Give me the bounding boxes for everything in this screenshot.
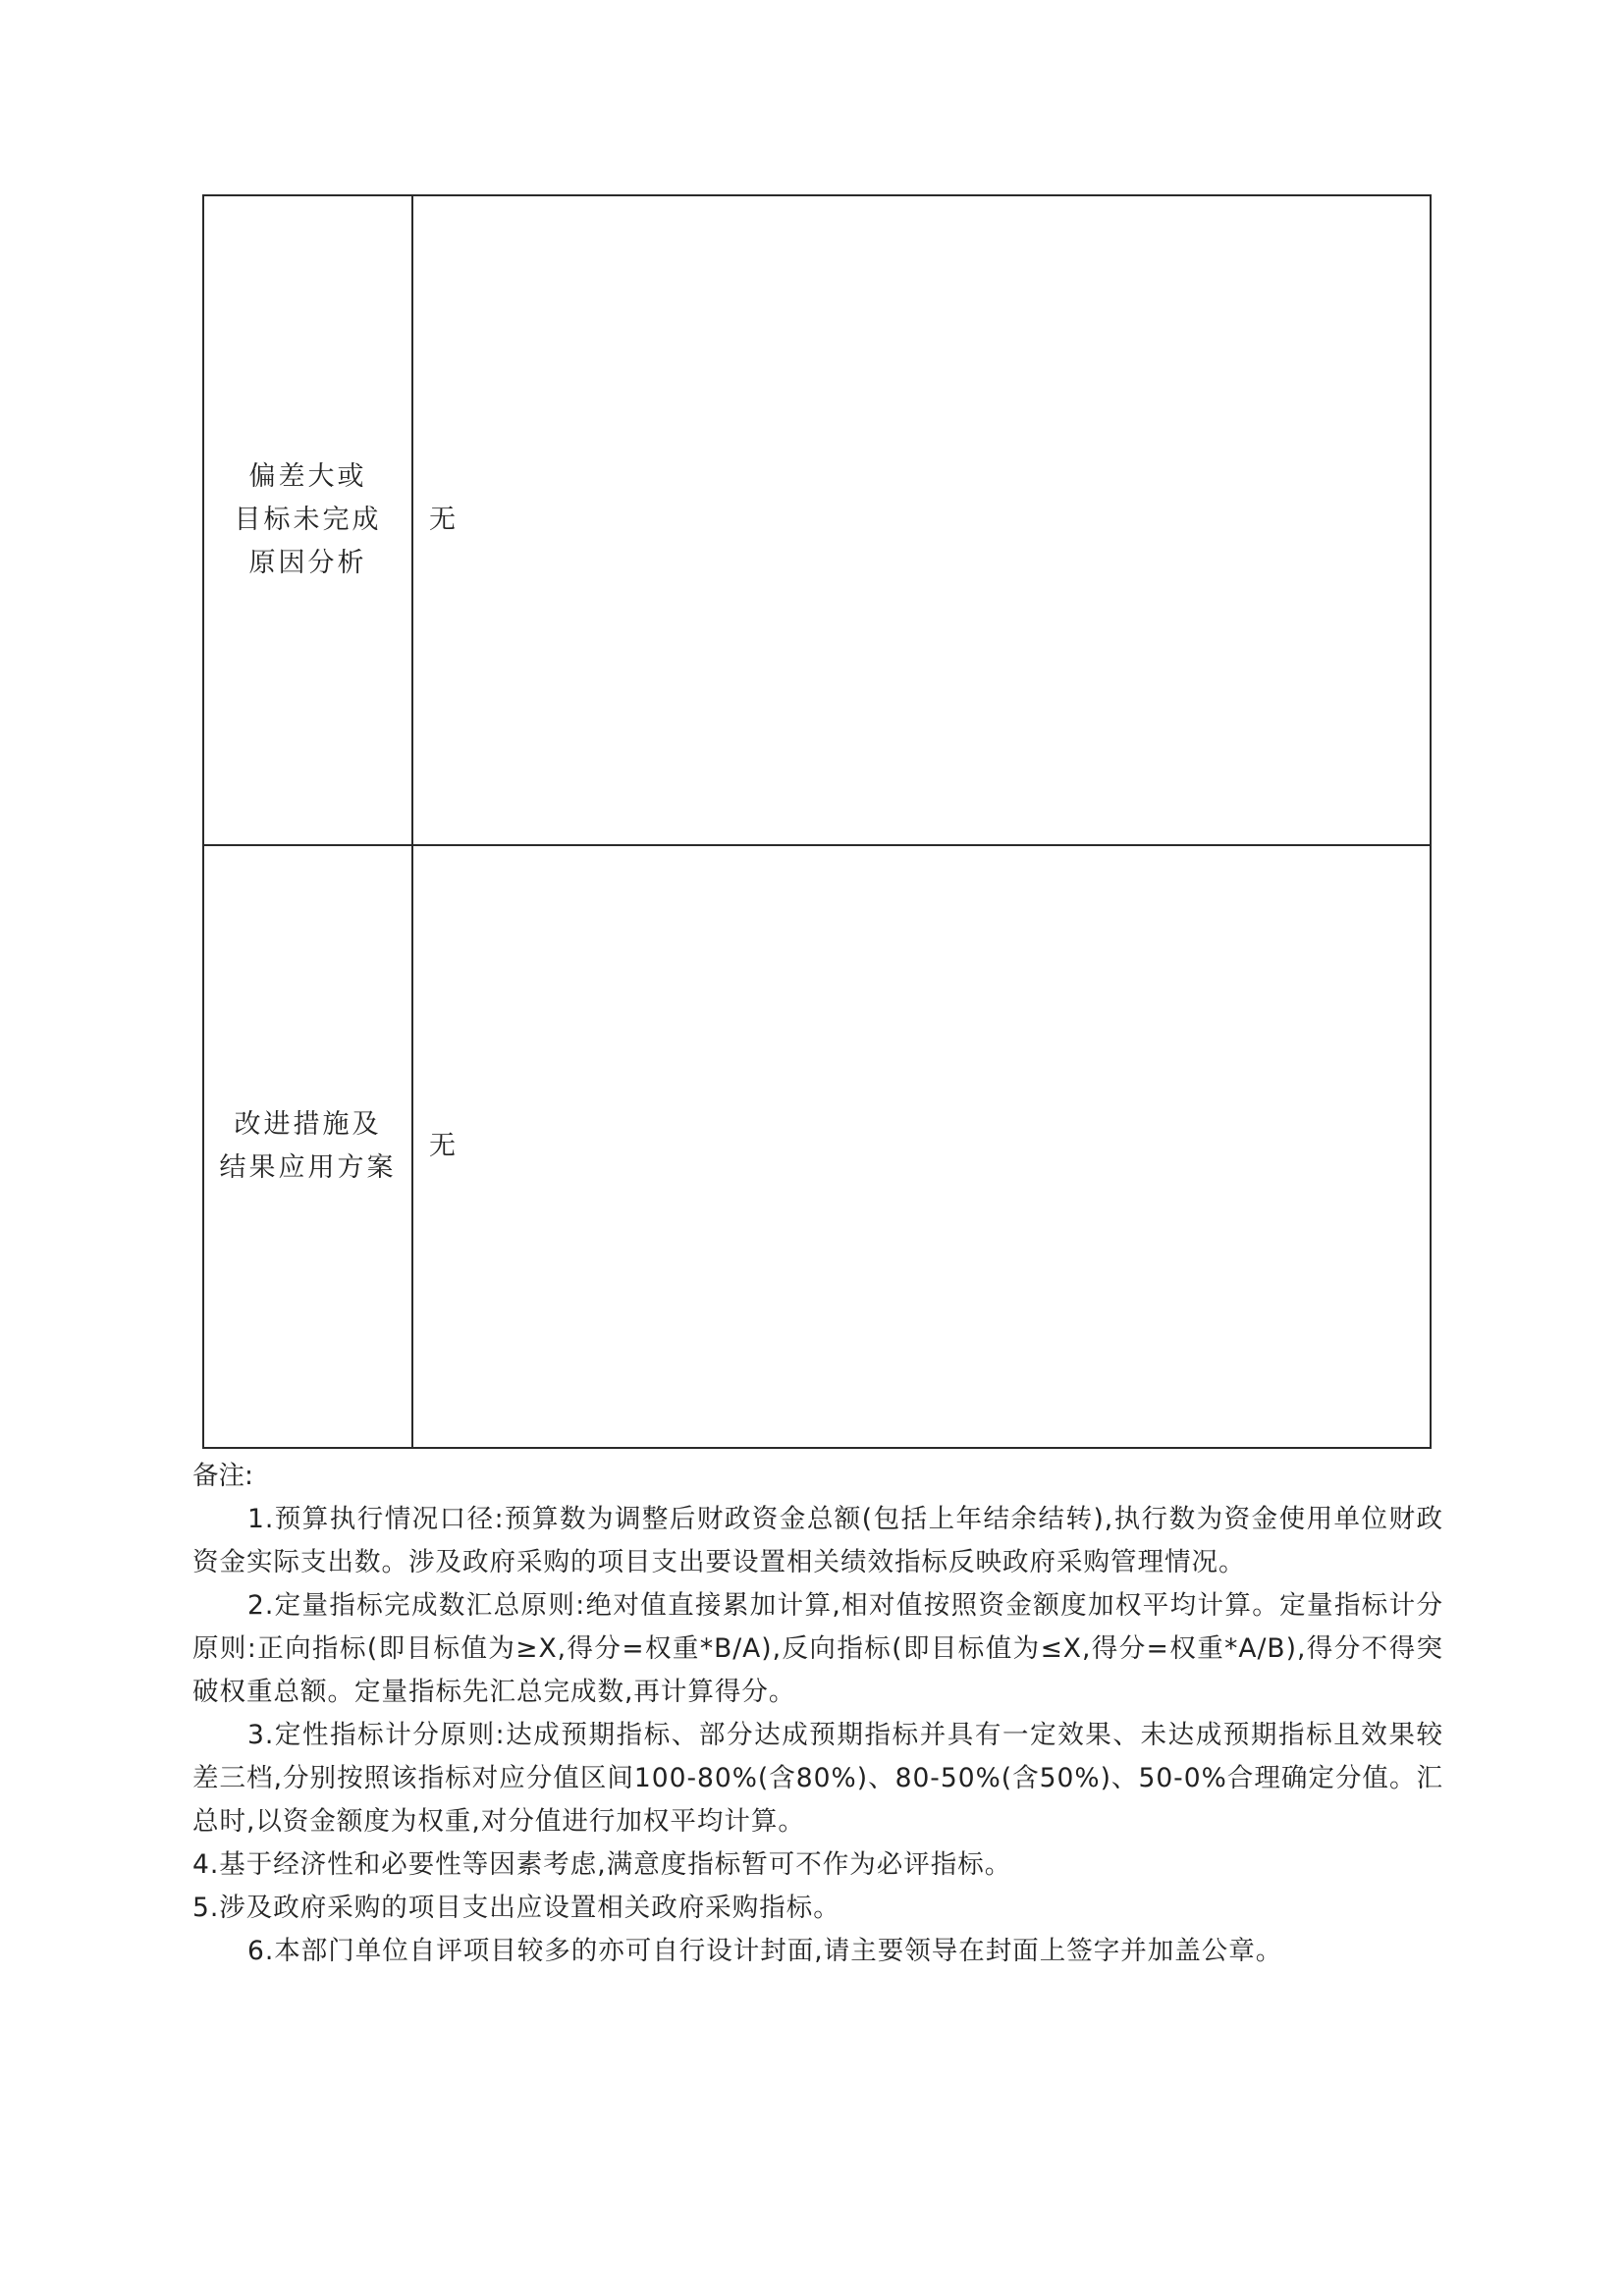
improvement-plan-content: 无 xyxy=(429,1131,456,1161)
row-label-cell xyxy=(204,846,413,1447)
table-row-improvement-plan xyxy=(204,844,1430,1447)
notes-title: 备注: xyxy=(192,1461,253,1491)
notes-section xyxy=(192,1455,1443,1973)
row-content-cell xyxy=(413,846,1430,1447)
row-content-cell xyxy=(413,196,1430,844)
deviation-analysis-content: 无 xyxy=(429,505,456,535)
table-row-deviation-analysis xyxy=(204,196,1430,844)
note-item-4: 4.基于经济性和必要性等因素考虑,满意度指标暂可不作为必评指标。 xyxy=(192,1849,1012,1880)
note-item-1: 1.预算执行情况口径:预算数为调整后财政资金总额(包括上年结余结转),执行数为资金使用单位财政资金实际支出数。涉及政府采购的项目支出要设置相关绩效指标反映政府采购管理情况。 xyxy=(192,1504,1443,1577)
row-label-cell xyxy=(204,196,413,844)
deviation-analysis-label: 偏差大或 目标未完成 原因分析 xyxy=(234,461,382,578)
improvement-plan-label: 改进措施及 结果应用方案 xyxy=(219,1109,397,1183)
evaluation-table xyxy=(202,194,1432,1449)
note-item-3: 3.定性指标计分原则:达成预期指标、部分达成预期指标并具有一定效果、未达成预期指标且效果较差三档,分别按照该指标对应分值区间100-80%(含80%)、80-50%(含50%)、50-0%合理确定分值。汇总时,以资金额度为权重,对分值进行加权平均计算。 xyxy=(192,1720,1443,1837)
note-item-2: 2.定量指标完成数汇总原则:绝对值直接累加计算,相对值按照资金额度加权平均计算。定量指标计分原则:正向指标(即目标值为≥X,得分=权重*B/A),反向指标(即目标值为≤X,得分=权重*A/B),得分不得突破权重总额。定量指标先汇总完成数,再计算得分。 xyxy=(192,1590,1443,1707)
note-item-5: 5.涉及政府采购的项目支出应设置相关政府采购指标。 xyxy=(192,1893,840,1923)
note-item-6: 6.本部门单位自评项目较多的亦可自行设计封面,请主要领导在封面上签字并加盖公章。 xyxy=(247,1936,1283,1966)
